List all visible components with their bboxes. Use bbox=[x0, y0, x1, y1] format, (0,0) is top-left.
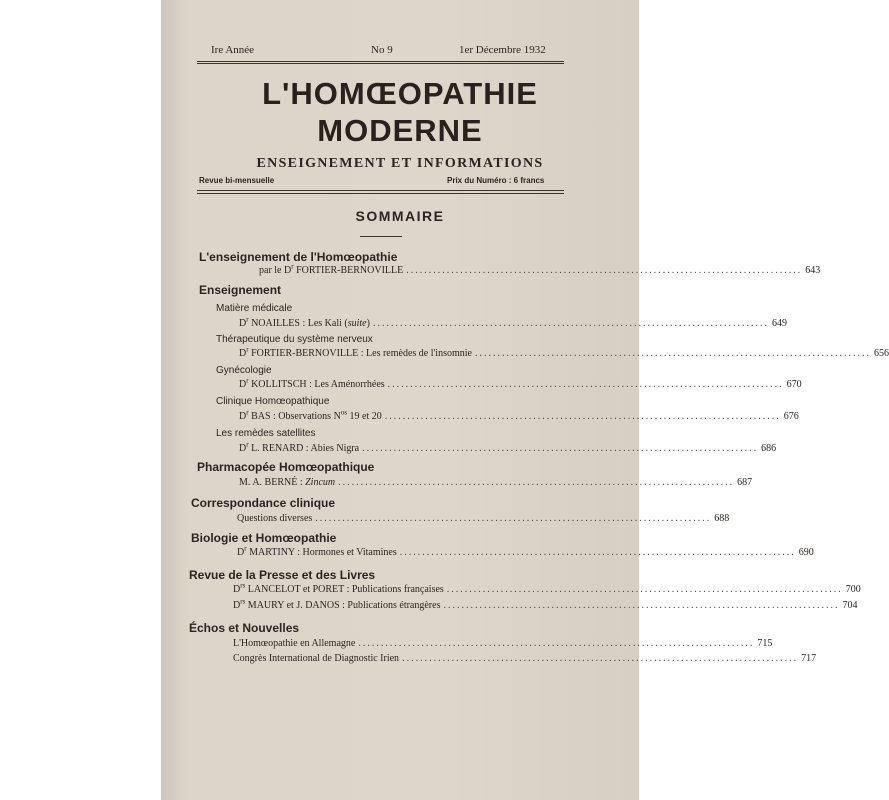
toc-entry: $D^{rs}$ MAURY et J. DANOS : Publications étrangères ........................................................................................ 704 bbox=[233, 597, 858, 611]
toc-page-number: 686 bbox=[761, 443, 777, 454]
toc-entry: $D^r$ L. RENARD : Abies Nigra ........................................................................................ 686 bbox=[239, 440, 777, 454]
toc-page-number: 676 bbox=[783, 411, 799, 422]
toc-section-title: Revue de la Presse et des Livres bbox=[189, 568, 376, 582]
toc-entry: Congrès International de Diagnostic Irien ........................................................................................ 717 bbox=[233, 653, 817, 664]
toc-page-number: 643 bbox=[805, 265, 821, 276]
toc-page-number: 670 bbox=[786, 379, 802, 390]
journal-subtitle: ENSEIGNEMENT ET INFORMATIONS bbox=[256, 156, 544, 171]
toc-entry: $D^r$ BAS : Observations $N^{os}$ 19 et 20 ........................................................................................ 676 bbox=[239, 408, 799, 422]
issue-date: 1er Décembre 1932 bbox=[459, 44, 546, 56]
sommaire-underline bbox=[360, 236, 402, 237]
toc-page-number: 649 bbox=[771, 318, 787, 329]
toc-section-title: L'enseignement de l'Homœopathie bbox=[199, 250, 398, 264]
toc-entry: $D^{rs}$ LANCELOT et PORET : Publications françaises ........................................................................................ 700 bbox=[233, 581, 861, 595]
toc-entry: $D^r$ KOLLITSCH : Les Aménorrhées ........................................................................................ 670 bbox=[239, 376, 802, 390]
header-rule-bottom bbox=[197, 190, 564, 191]
toc-subsection-title: Matière médicale bbox=[216, 303, 293, 314]
toc-entry: Questions diverses ........................................................................................ 688 bbox=[237, 513, 730, 524]
toc-entry: L'Homœopathie en Allemagne ........................................................................................ 715 bbox=[233, 638, 773, 649]
toc-entry: $D^r$ MARTINY : Hormones et Vitamines ........................................................................................ 690 bbox=[237, 544, 814, 558]
issue-number: No 9 bbox=[371, 44, 393, 56]
toc-page-number: 704 bbox=[842, 600, 858, 611]
toc-section-title: Pharmacopée Homœopathique bbox=[197, 460, 375, 474]
publication-frequency: Revue bi-mensuelle bbox=[199, 176, 275, 185]
toc-page-number: 656 bbox=[873, 348, 889, 359]
toc-subsection-title: Les remèdes satellites bbox=[216, 428, 316, 439]
header-rule-top-2 bbox=[197, 63, 564, 64]
toc-page-number: 717 bbox=[801, 653, 817, 664]
toc-entry: par le $D^r$ FORTIER-BERNOVILLE ........................................................................................ 643 bbox=[259, 262, 821, 276]
toc-subsection-title: Clinique Homœopathique bbox=[216, 396, 330, 407]
issue-price: Prix du Numéro : 6 francs bbox=[447, 176, 545, 185]
header-rule-bottom-2 bbox=[197, 193, 564, 194]
toc-page-number: 688 bbox=[714, 513, 730, 524]
toc-section-title: Échos et Nouvelles bbox=[189, 621, 300, 635]
journal-title-line2: MODERNE bbox=[317, 113, 483, 148]
toc-entry: M. A. BERNÉ : Zincum ........................................................................................ 687 bbox=[239, 477, 753, 488]
toc-page-number: 715 bbox=[757, 638, 773, 649]
toc-section-title: Biologie et Homœopathie bbox=[191, 531, 337, 545]
header-rule-top bbox=[197, 61, 564, 62]
toc-entry: $D^r$ NOAILLES : Les Kali (suite) ........................................................................................ 649 bbox=[239, 315, 787, 329]
sommaire-heading: SOMMAIRE bbox=[355, 208, 445, 224]
toc-section-title: Correspondance clinique bbox=[191, 496, 336, 510]
issue-year: Ire Année bbox=[211, 44, 255, 56]
journal-title-line1: L'HOMŒOPATHIE bbox=[262, 76, 538, 111]
toc-subsection-title: Gynécologie bbox=[216, 365, 272, 376]
toc-page-number: 700 bbox=[845, 584, 861, 595]
toc-section-title: Enseignement bbox=[199, 283, 282, 297]
toc-entry: $D^r$ FORTIER-BERNOVILLE : Les remèdes de l'insomnie ........................................................................................ 656 bbox=[239, 345, 889, 359]
journal-page bbox=[161, 0, 889, 800]
toc-page-number: 687 bbox=[737, 477, 753, 488]
toc-page-number: 690 bbox=[798, 547, 814, 558]
toc-subsection-title: Thérapeutique du système nerveux bbox=[216, 334, 373, 345]
